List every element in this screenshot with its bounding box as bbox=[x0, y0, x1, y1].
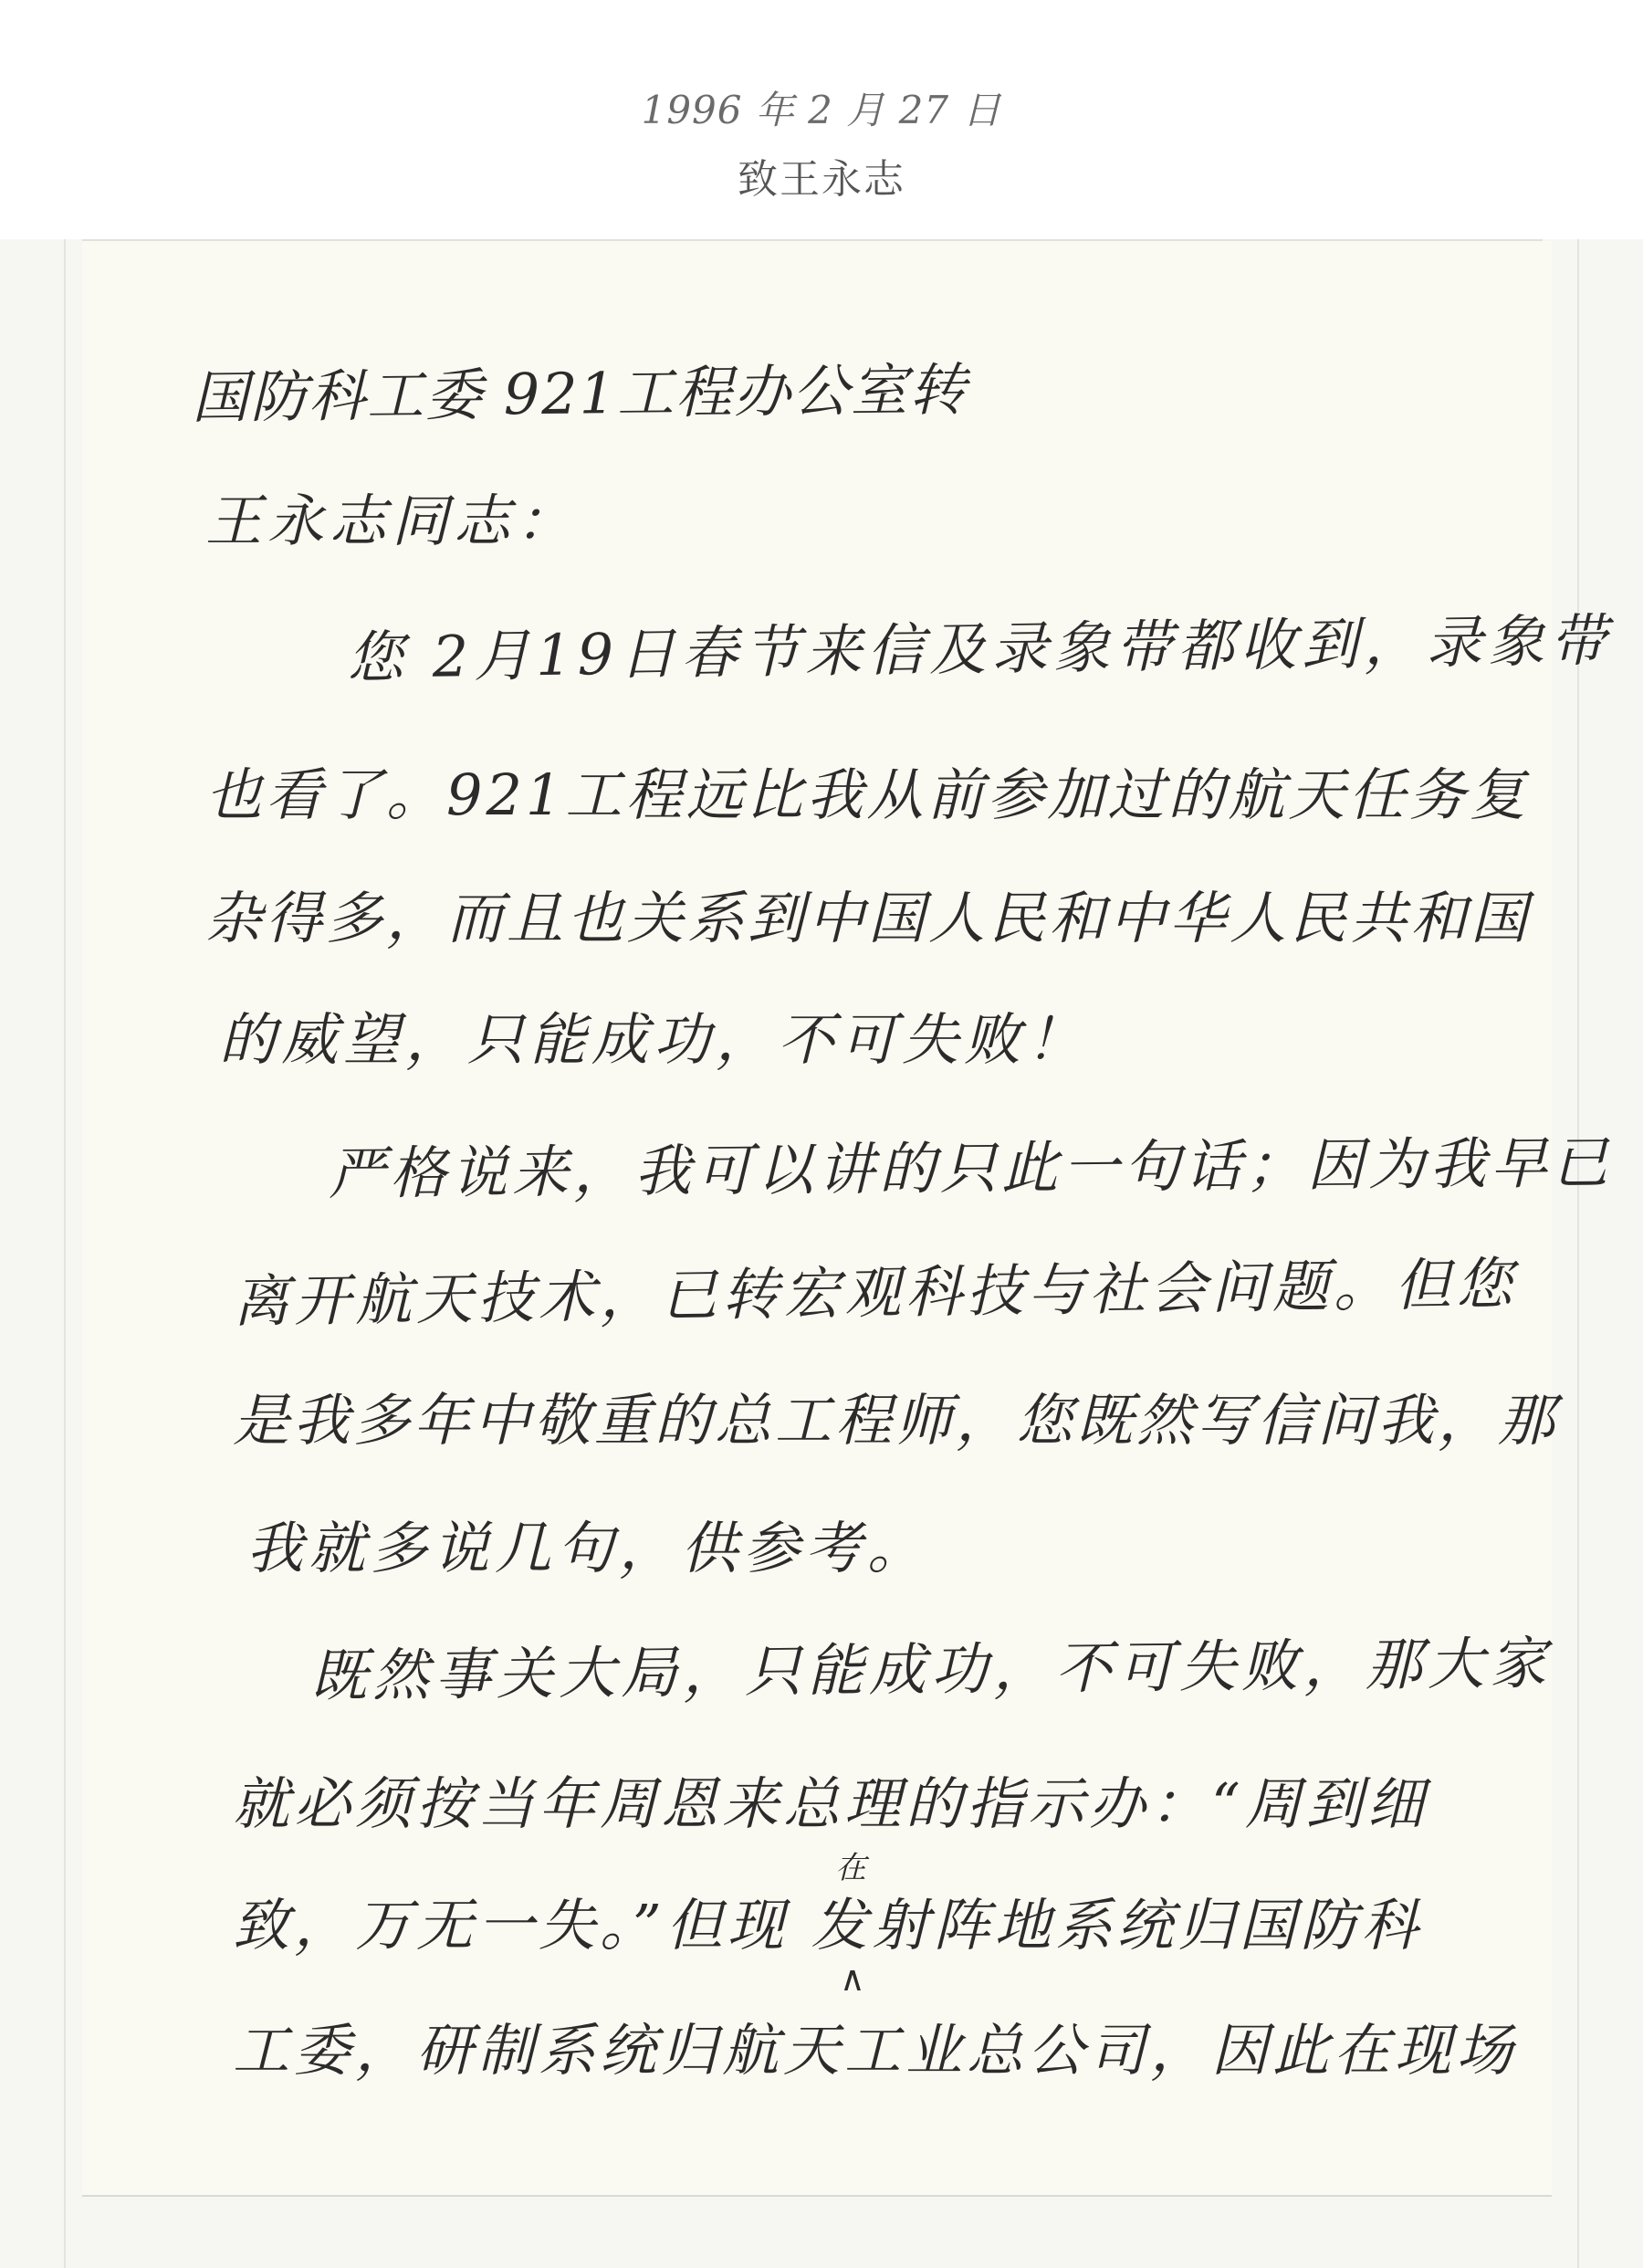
letter-line: 是我多年中敬重的总工程师，您既然写信问我，那 bbox=[233, 1387, 1559, 1454]
letter-line: 离开航天技术，已转宏观科技与社会问题。但您 bbox=[232, 1250, 1518, 1335]
letter-line: 也看了。921工程远比我从前参加过的航天任务复 bbox=[205, 761, 1530, 828]
letter-title: 致王永志 bbox=[738, 156, 905, 203]
footer-divider bbox=[82, 2195, 1552, 2197]
page-header bbox=[0, 0, 1643, 239]
letter-line-salutation: 王永志同志： bbox=[205, 488, 579, 554]
letter-line: 就必须按当年周恩来总理的指示办：“周到细 bbox=[233, 1770, 1428, 1837]
inserted-character: 在 bbox=[835, 1850, 866, 1886]
letter-line: 我就多说几句，供参考。 bbox=[246, 1515, 930, 1581]
letter-line: 既然事关大局，只能成功，不可失败，那大家 bbox=[309, 1629, 1553, 1709]
letter-date: 1996 年 2 月 27 日 bbox=[641, 88, 1002, 132]
letter-line: 杂得多，而且也关系到中国人民和中华人民共和国 bbox=[205, 885, 1532, 951]
letter-line: 的威望，只能成功，不可失败！ bbox=[219, 1006, 1089, 1073]
letter-line: 您 2月19日春节来信及录象带都收到，录象带 bbox=[346, 606, 1613, 691]
letter-line: 工委，研制系统归航天工业总公司，因此在现场 bbox=[233, 2017, 1518, 2084]
page-edge-left bbox=[64, 0, 66, 2268]
letter-line-address: 国防科工委 921工程办公室转 bbox=[191, 356, 968, 431]
insertion-caret-mark: ∧ bbox=[840, 1958, 865, 1999]
letter-line: 致，万无一失。”但现 发射阵地系统归国防科 bbox=[233, 1892, 1423, 1958]
letter-line: 严格说来，我可以讲的只此一句话；因为我早已 bbox=[328, 1129, 1614, 1207]
